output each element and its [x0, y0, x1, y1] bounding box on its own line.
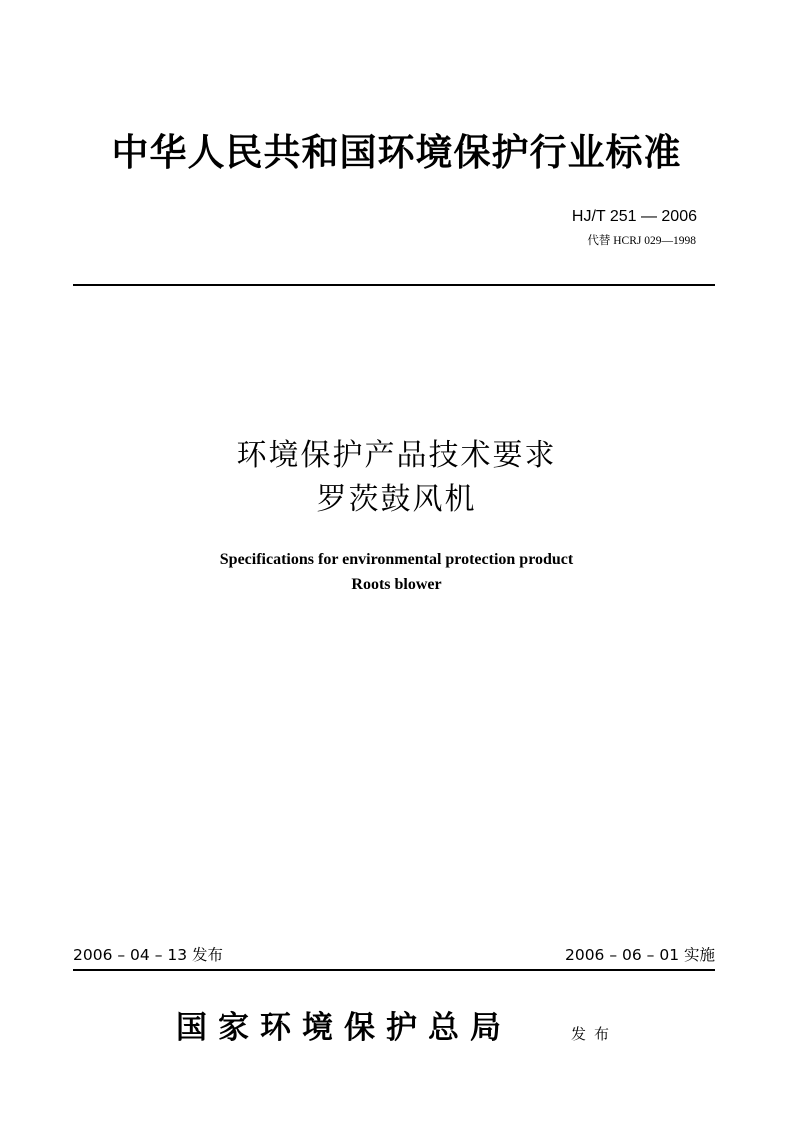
issue-date: 2006 – 04 – 13 发布 [73, 946, 224, 964]
standard-code: HJ/T 251 — 2006 [571, 208, 697, 225]
issuing-authority: 国家环境保护总局 [176, 1010, 512, 1046]
document-title-zh-line1: 环境保护产品技术要求 [236, 438, 557, 473]
effective-date: 2006 – 06 – 01 实施 [564, 946, 715, 964]
bottom-divider [73, 969, 715, 971]
top-divider [73, 284, 715, 286]
standard-category-heading: 中华人民共和国环境保护行业标准 [111, 130, 682, 174]
document-title-zh-line2: 罗茨鼓风机 [316, 482, 477, 517]
replaces-standard: 代替 HCRJ 029—1998 [587, 235, 696, 247]
document-title-en-line2: Roots blower [351, 576, 442, 593]
issuing-authority-suffix: 发布 [571, 1025, 618, 1043]
document-title-en-line1: Specifications for environmental protection product [219, 551, 574, 568]
